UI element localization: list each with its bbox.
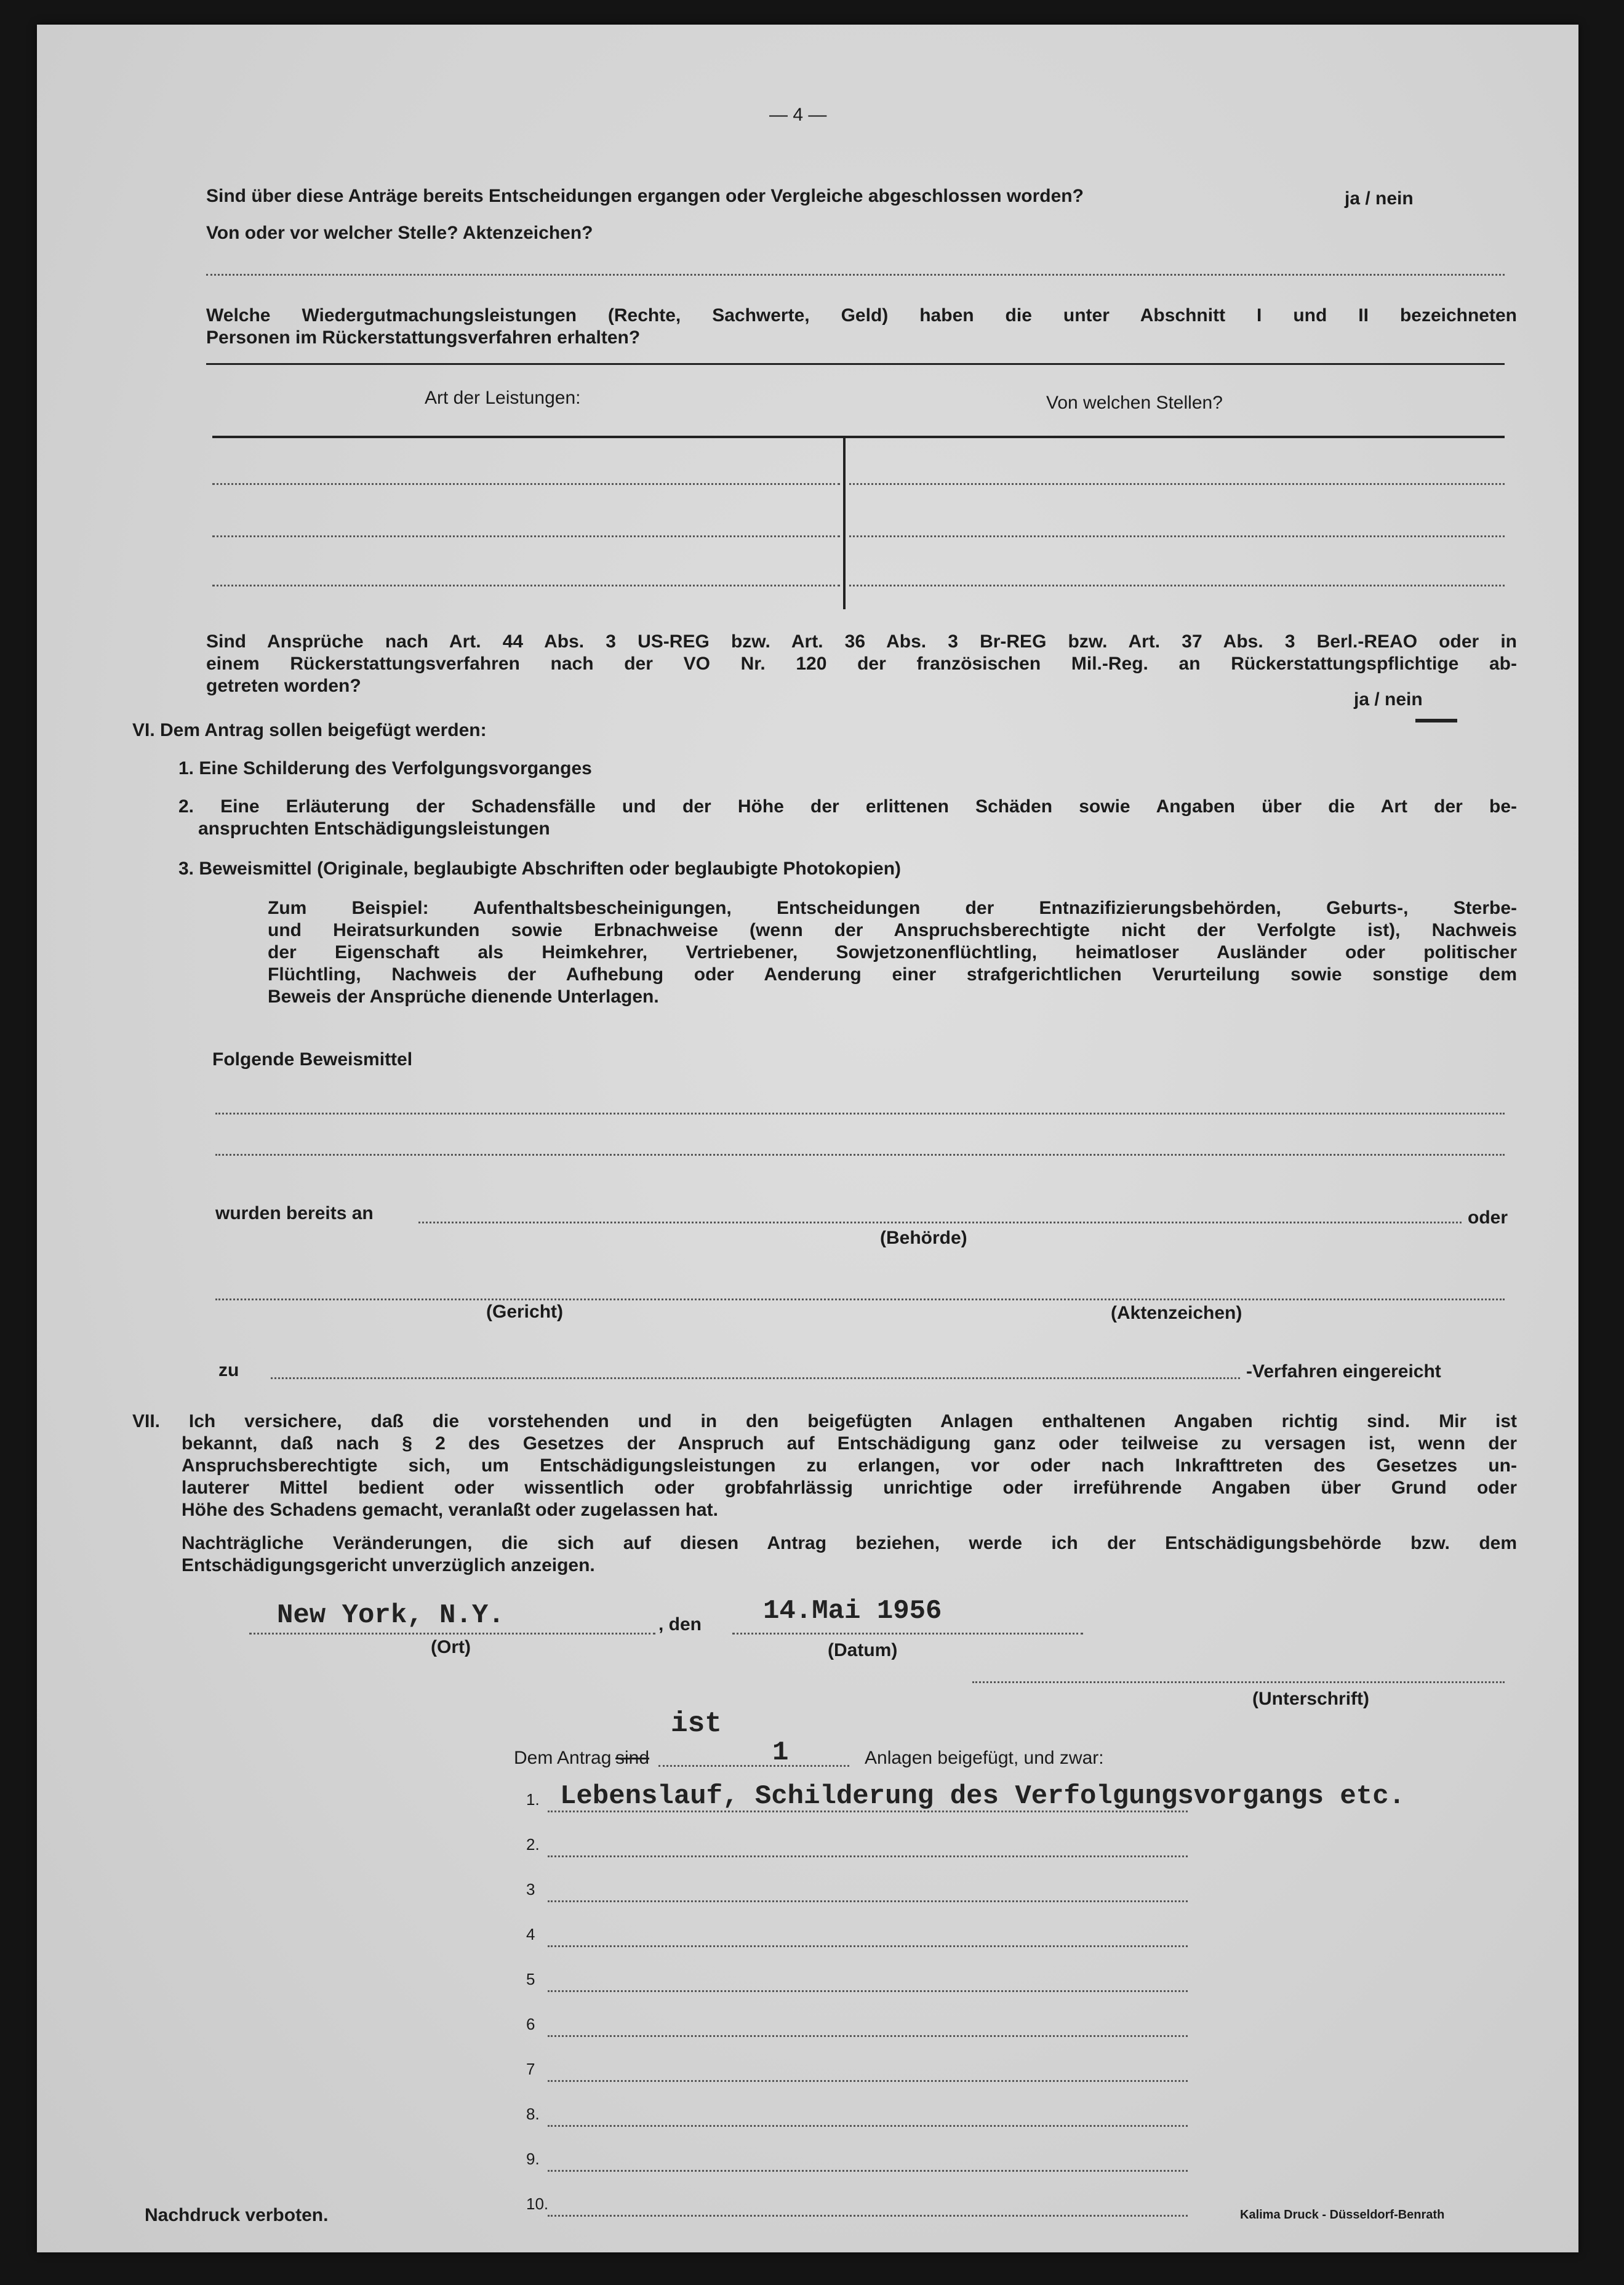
examples-line: Beweis der Ansprüche dienende Unterlagen. <box>268 986 659 1007</box>
place-caption: (Ort) <box>431 1637 471 1657</box>
table-cell-line[interactable] <box>212 483 840 485</box>
decisions-answer[interactable]: ja / nein <box>1345 188 1414 209</box>
authority-line[interactable] <box>418 1222 1462 1223</box>
count-line[interactable] <box>658 1765 849 1767</box>
den-label: , den <box>658 1614 702 1635</box>
authority-caption: (Behörde) <box>880 1228 967 1248</box>
instruction-2-line: anspruchten Entschädigungsleistungen <box>198 818 550 839</box>
declaration-line: Höhe des Schadens gemacht, veranlaßt oder zugelassen hat. <box>182 1500 718 1520</box>
evidence-line[interactable] <box>215 1154 1505 1156</box>
attachment-instruction-3: 3. Beweismittel (Originale, beglaubigte Abschriften oder beglaubigte Photokopien) <box>178 858 902 879</box>
submitted-label: wurden bereits an <box>215 1203 374 1223</box>
signature-caption: (Unterschrift) <box>1252 1689 1370 1709</box>
procedure-line[interactable] <box>271 1377 1240 1379</box>
restitution-question-line: Welche Wiedergutmachungsleistungen (Rechte, Sachwerte, Geld) haben die unter Abschnitt I und II bezeichneten <box>206 305 1517 326</box>
attachments-suffix: Anlagen beigefügt, und zwar: <box>865 1748 1104 1768</box>
claims-question-line: einem Rückerstattungsverfahren nach der VO Nr. 120 der französischen Mil.-Reg. an Rückerstattungspflichtige ab- <box>206 654 1517 674</box>
date-line[interactable] <box>732 1633 1083 1635</box>
evidence-examples <box>268 897 1517 1008</box>
document-page <box>37 25 1578 2252</box>
declaration-line: bekannt, daß nach § 2 des Gesetzes der Anspruch auf Entschädigung ganz oder teilweise zu versagen ist, wenn der <box>182 1433 1517 1454</box>
claims-question-line: getreten worden? <box>206 676 361 696</box>
evidence-label: Folgende Beweismittel <box>212 1049 413 1070</box>
date-caption: (Datum) <box>828 1640 898 1660</box>
section-vi-title: VI. Dem Antrag sollen beigefügt werden: <box>132 720 487 740</box>
attachment-line[interactable] <box>548 2080 1188 2082</box>
page-number: — 4 — <box>769 105 827 125</box>
attachment-line[interactable] <box>548 2215 1188 2217</box>
or-label: oder <box>1468 1207 1508 1228</box>
attachment-number: 5 <box>526 1970 535 1988</box>
table-column-divider <box>843 438 846 609</box>
attachment-line[interactable] <box>548 1855 1188 1857</box>
table-col2-header: Von welchen Stellen? <box>1046 393 1223 413</box>
attachment-line[interactable] <box>548 1900 1188 1902</box>
court-caption: (Gericht) <box>486 1302 564 1322</box>
section-vii-declaration <box>132 1411 1517 1521</box>
claims-question <box>206 631 1517 697</box>
attachment-number: 1. <box>526 1790 540 1809</box>
to-label: zu <box>218 1360 239 1380</box>
attachment-number: 6 <box>526 2015 535 2033</box>
signature-line[interactable] <box>972 1681 1505 1683</box>
attachment-line[interactable] <box>548 2125 1188 2127</box>
footer-printer: Kalima Druck - Düsseldorf-Benrath <box>1240 2208 1445 2222</box>
evidence-line[interactable] <box>215 1113 1505 1114</box>
examples-line: und Heiratsurkunden sowie Erbnachweise (wenn der Anspruchsberechtigte nicht der Verfolgte ist), Nachweis <box>268 920 1517 940</box>
date-value[interactable]: 14.Mai 1956 <box>763 1596 942 1627</box>
attachment-number: 10. <box>526 2195 549 2213</box>
table-header-rule <box>212 436 1505 438</box>
inserted-word: ist <box>671 1708 722 1740</box>
attachment-count[interactable]: 1 <box>772 1737 789 1768</box>
table-cell-line[interactable] <box>849 585 1505 586</box>
attachment-number: 2. <box>526 1835 540 1854</box>
restitution-question-line: Personen im Rückerstattungsverfahren erhalten? <box>206 327 641 348</box>
attachment-number: 7 <box>526 2060 535 2078</box>
footer-reprint-notice: Nachdruck verboten. <box>145 2205 329 2225</box>
examples-line: der Eigenschaft als Heimkehrer, Vertriebener, Sowjetzonenflüchtling, heimatloser Ausländer oder politischer <box>268 942 1517 962</box>
attachment-line[interactable] <box>548 1990 1188 1992</box>
declaration-line: lauterer Mittel bedient oder wissentlich oder grobfahrlässig unrichtige oder irreführende Angaben über Grund oder <box>182 1478 1517 1498</box>
struck-word: sind <box>615 1748 650 1768</box>
table-col1-header: Art der Leistungen: <box>425 388 581 408</box>
attachment-value[interactable]: Lebenslauf, Schilderung des Verfolgungsvorgangs etc. <box>560 1781 1406 1812</box>
table-top-rule <box>206 363 1505 365</box>
attachment-line[interactable] <box>548 2035 1188 2037</box>
claims-answer[interactable]: ja / nein <box>1354 689 1423 710</box>
office-question: Von oder vor welcher Stelle? Aktenzeichen? <box>206 223 593 243</box>
table-cell-line[interactable] <box>212 585 840 586</box>
decisions-question: Sind über diese Anträge bereits Entscheidungen ergangen oder Vergleiche abgeschlossen worden? <box>206 186 1084 206</box>
table-cell-line[interactable] <box>212 535 840 537</box>
restitution-question <box>206 305 1517 349</box>
instruction-2-line: 2. Eine Erläuterung der Schadensfälle und der Höhe der erlittenen Schäden sowie Angaben über die Art der be- <box>178 796 1517 817</box>
examples-line: Flüchtling, Nachweis der Aufhebung oder Aenderung einer strafgerichtlichen Verurteilung sowie sonstige dem <box>268 964 1517 985</box>
procedure-label: -Verfahren eingereicht <box>1246 1361 1441 1382</box>
attachment-number: 4 <box>526 1925 535 1943</box>
declaration-line: VII. Ich versichere, daß die vorstehenden und in den beigefügten Anlagen enthaltenen Angaben richtig sind. Mir ist <box>132 1411 1517 1431</box>
table-cell-line[interactable] <box>849 483 1505 485</box>
examples-line: Zum Beispiel: Aufenthaltsbescheinigungen, Entscheidungen der Entnazifizierungsbehörden, Geburts-, Sterbe- <box>268 898 1517 918</box>
claims-answer-underline <box>1415 719 1457 722</box>
attachment-number: 9. <box>526 2150 540 2168</box>
table-cell-line[interactable] <box>849 535 1505 537</box>
attachments-prefix: Dem Antrag <box>514 1748 612 1768</box>
attachment-instruction-2 <box>178 796 1517 840</box>
attachment-instruction-1: 1. Eine Schilderung des Verfolgungsvorganges <box>178 758 592 778</box>
attachment-number: 8. <box>526 2105 540 2123</box>
office-answer-line[interactable] <box>206 274 1505 276</box>
attachment-line[interactable] <box>548 1945 1188 1947</box>
declaration-line: Anspruchsberechtigte sich, um Entschädigungsleistungen zu erlangen, vor oder nach Inkrafttreten des Gesetzes un- <box>182 1455 1517 1476</box>
place-value[interactable]: New York, N.Y. <box>277 1600 505 1631</box>
claims-question-line: Sind Ansprüche nach Art. 44 Abs. 3 US-REG bzw. Art. 36 Abs. 3 Br-REG bzw. Art. 37 Abs. 3 Berl.-REAO oder in <box>206 631 1517 652</box>
attachment-line[interactable] <box>548 2170 1188 2172</box>
changes-notice <box>182 1532 1517 1577</box>
attachment-number: 3 <box>526 1880 535 1899</box>
notice-line: Entschädigungsgericht unverzüglich anzeigen. <box>182 1555 595 1575</box>
place-line[interactable] <box>249 1633 655 1635</box>
file-number-caption: (Aktenzeichen) <box>1111 1303 1242 1323</box>
court-file-line[interactable] <box>215 1299 1505 1300</box>
notice-line: Nachträgliche Veränderungen, die sich auf diesen Antrag beziehen, werde ich der Entschädigungsbehörde bzw. dem <box>182 1533 1517 1553</box>
